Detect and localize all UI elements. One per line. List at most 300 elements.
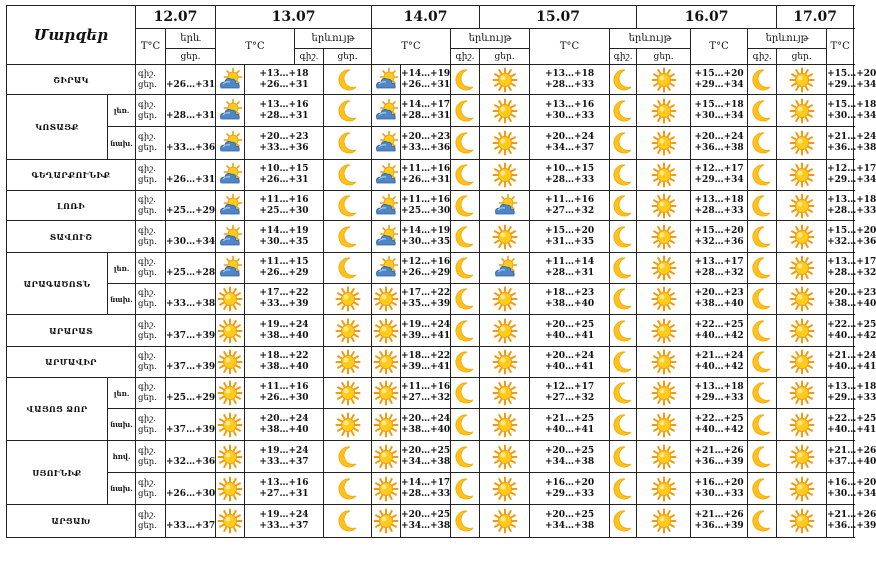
- weather-cell: [610, 347, 637, 378]
- moon-icon: [453, 287, 477, 311]
- temperature-range: [245, 95, 324, 127]
- night-temp: +11…+15: [259, 257, 309, 267]
- weather-cell: [216, 505, 245, 538]
- temperature-range: [401, 253, 451, 284]
- weather-cell: [480, 65, 530, 95]
- period-labels: [136, 284, 166, 315]
- sun-icon: [493, 68, 517, 92]
- cloud-sun-icon: [374, 163, 398, 187]
- region-row: [7, 127, 854, 160]
- moon-icon: [453, 225, 477, 249]
- day-temp: +26…+29: [259, 268, 309, 278]
- temperature-range: [691, 95, 748, 127]
- sun-icon: [493, 413, 517, 437]
- day-label: ցեր.: [138, 330, 157, 341]
- weather-cell: [216, 253, 245, 284]
- cloud-sun-icon: [374, 68, 398, 92]
- day-temp: +26…+30: [166, 488, 216, 499]
- weather-cell: [777, 95, 827, 127]
- weather-cell: [451, 253, 480, 284]
- day-temp: +40…+42: [694, 424, 744, 435]
- weather-cell: [372, 65, 401, 95]
- day-temp: +26…+31: [166, 175, 216, 185]
- day-temp: +26…+29: [401, 268, 451, 278]
- night-label: գիշ.: [138, 445, 156, 456]
- sun-icon: [652, 509, 676, 533]
- cloud-sun-icon: [218, 256, 242, 280]
- day-temp: +26…+31: [401, 79, 451, 90]
- temperature-range: [166, 95, 216, 127]
- night-temp: +20…+24: [544, 132, 595, 142]
- weather-col-header: երևույթ: [295, 29, 372, 49]
- temperature-range: [245, 221, 324, 253]
- day-temp: +36…+38: [694, 143, 744, 153]
- night-temp: +21…+26: [694, 445, 744, 456]
- moon-icon: [611, 131, 635, 155]
- temperature-range: [245, 409, 324, 441]
- weather-cell: [324, 378, 372, 409]
- day-temp: +37…+39: [166, 330, 216, 341]
- sub-region: լեռ.: [108, 253, 136, 284]
- weather-cell: [777, 221, 827, 253]
- period-labels: [136, 160, 166, 191]
- day-temp: +37…+39: [166, 362, 216, 372]
- sub-region: լեռ.: [108, 95, 136, 127]
- temperature-range: [827, 378, 876, 409]
- weather-cell: [748, 160, 777, 191]
- sun-icon: [790, 99, 814, 123]
- weather-cell: [324, 127, 372, 160]
- day-temp: +33…+37: [166, 521, 216, 531]
- temperature-range: [166, 191, 216, 221]
- temperature-range: [245, 378, 324, 409]
- weather-cell: [777, 409, 827, 441]
- region-row: [7, 347, 854, 378]
- weather-cell: [372, 284, 401, 315]
- night-temp: +20…+23: [827, 288, 876, 298]
- sun-icon: [790, 287, 814, 311]
- weather-cell: [748, 191, 777, 221]
- night-temp: +20…+25: [401, 445, 451, 456]
- day-temp: +36…+38: [827, 143, 876, 153]
- weather-cell: [637, 221, 691, 253]
- sun-icon: [790, 509, 814, 533]
- date-header: 14.07: [372, 6, 480, 29]
- temperature-range: [530, 253, 610, 284]
- weather-cell: [324, 505, 372, 538]
- temperature-range: [530, 95, 610, 127]
- temperature-range: [827, 315, 876, 347]
- temperature-range: [691, 409, 748, 441]
- sun-icon: [652, 68, 676, 92]
- night-temp: +14…+17: [401, 477, 451, 488]
- temperature-range: [691, 378, 748, 409]
- moon-icon: [453, 256, 477, 280]
- moon-icon: [611, 509, 635, 533]
- temperature-range: [401, 347, 451, 378]
- temperature-range: [401, 95, 451, 127]
- weather-cell: [777, 65, 827, 95]
- sun-icon: [652, 413, 676, 437]
- day-col-header: ցեր.: [777, 49, 827, 65]
- weather-col-header: երև: [166, 29, 216, 49]
- day-temp: +25…+29: [166, 205, 216, 216]
- day-temp: +28…+33: [827, 205, 876, 216]
- period-labels: [136, 505, 166, 538]
- weather-cell: [637, 95, 691, 127]
- weather-cell: [324, 315, 372, 347]
- day-temp: +38…+40: [259, 362, 309, 372]
- temperature-range: [245, 347, 324, 378]
- night-temp: +13…+17: [694, 257, 744, 267]
- day-label: ցեր.: [138, 205, 157, 216]
- region-row: [7, 409, 854, 441]
- weather-cell: [777, 253, 827, 284]
- moon-icon: [336, 509, 360, 533]
- sun-icon: [336, 287, 360, 311]
- period-labels: [136, 221, 166, 253]
- moon-icon: [453, 509, 477, 533]
- date-header: 15.07: [480, 6, 637, 29]
- moon-icon: [611, 413, 635, 437]
- day-label: ցեր.: [138, 299, 157, 309]
- temperature-range: [827, 441, 876, 473]
- temperature-range: [245, 65, 324, 95]
- weather-cell: [480, 221, 530, 253]
- region-row: [7, 441, 854, 473]
- moon-icon: [336, 163, 360, 187]
- day-temp: +28…+31: [544, 268, 595, 278]
- day-label: ցեր.: [138, 79, 157, 90]
- weather-cell: [451, 160, 480, 191]
- region-row: [7, 315, 854, 347]
- sun-icon: [336, 350, 360, 374]
- night-label: գիշ.: [138, 99, 156, 110]
- sun-icon: [218, 350, 242, 374]
- temperature-range: [401, 284, 451, 315]
- sun-icon: [790, 194, 814, 218]
- temp-col-header: T°C: [216, 29, 295, 65]
- day-temp: +25…+30: [259, 205, 309, 216]
- weather-cell: [748, 378, 777, 409]
- night-temp: +13…+18: [544, 68, 595, 79]
- day-temp: +28…+33: [544, 79, 595, 90]
- region-row: [7, 95, 854, 127]
- day-temp: +26…+31: [259, 175, 309, 185]
- night-temp: +20…+23: [694, 288, 744, 298]
- region-name: ՏԱՎՈՒՇ: [7, 221, 136, 253]
- sun-icon: [218, 319, 242, 343]
- period-labels: [136, 441, 166, 473]
- night-label: գիշ.: [138, 413, 156, 424]
- day-temp: +40…+42: [694, 362, 744, 372]
- day-temp: +30…+35: [259, 236, 309, 247]
- moon-icon: [750, 287, 774, 311]
- weather-cell: [777, 284, 827, 315]
- night-temp: +15…+20: [827, 225, 876, 236]
- night-col-header: գիշ.: [748, 49, 777, 65]
- day-temp: +33…+37: [259, 456, 309, 467]
- region-name: ԱՐԱԳԱԾՈՏՆ: [7, 253, 108, 315]
- day-label: ցեր.: [138, 110, 157, 121]
- period-labels: [136, 409, 166, 441]
- day-temp: +30…+34: [166, 236, 216, 247]
- night-temp: +11…+16: [259, 194, 309, 205]
- sun-icon: [374, 509, 398, 533]
- day-temp: +32…+36: [166, 456, 216, 467]
- weather-cell: [451, 65, 480, 95]
- night-temp: +13…+18: [259, 68, 309, 79]
- day-temp: +25…+30: [401, 205, 451, 216]
- temperature-range: [530, 284, 610, 315]
- night-temp: +13…+16: [259, 477, 309, 488]
- day-temp: +26…+30: [259, 393, 309, 403]
- day-temp: +34…+38: [544, 521, 595, 531]
- day-temp: +27…+32: [401, 393, 451, 403]
- day-temp: +29…+34: [694, 79, 744, 90]
- night-label: գիշ.: [138, 382, 156, 392]
- moon-icon: [453, 350, 477, 374]
- moon-icon: [611, 163, 635, 187]
- night-label: գիշ.: [138, 257, 156, 267]
- weather-cell: [480, 378, 530, 409]
- day-temp: +36…+39: [694, 456, 744, 467]
- moon-icon: [453, 477, 477, 501]
- date-header: 13.07: [216, 6, 372, 29]
- night-temp: [166, 132, 215, 143]
- night-temp: +15…+20: [544, 225, 595, 236]
- temperature-range: [827, 221, 876, 253]
- cloud-sun-icon: [218, 68, 242, 92]
- weather-cell: [480, 409, 530, 441]
- night-temp: +21…+25: [544, 413, 595, 424]
- day-temp: +34…+38: [401, 521, 451, 531]
- weather-cell: [480, 347, 530, 378]
- weather-cell: [451, 378, 480, 409]
- weather-cell: [451, 221, 480, 253]
- day-temp: +38…+40: [259, 424, 309, 435]
- sun-icon: [652, 131, 676, 155]
- weather-cell: [748, 315, 777, 347]
- weather-cell: [610, 284, 637, 315]
- night-temp: +13…+17: [827, 257, 876, 267]
- weather-cell: [748, 505, 777, 538]
- cloud-sun-icon: [493, 194, 517, 218]
- day-temp: +33…+39: [259, 299, 309, 309]
- temperature-range: [530, 315, 610, 347]
- weather-cell: [451, 95, 480, 127]
- night-temp: +13…+16: [544, 99, 595, 110]
- sun-icon: [652, 319, 676, 343]
- temperature-range: [245, 253, 324, 284]
- period-labels: [136, 127, 166, 160]
- weather-cell: [216, 284, 245, 315]
- weather-cell: [216, 95, 245, 127]
- moon-icon: [611, 225, 635, 249]
- moon-icon: [453, 445, 477, 469]
- day-temp: +29…+34: [694, 175, 744, 185]
- day-temp: +28…+31: [166, 110, 216, 121]
- day-label: ցեր.: [138, 393, 157, 403]
- region-row: [7, 160, 854, 191]
- temperature-range: [530, 347, 610, 378]
- sun-icon: [218, 445, 242, 469]
- temperature-range: [245, 315, 324, 347]
- weather-cell: [610, 505, 637, 538]
- temperature-range: [691, 315, 748, 347]
- sun-icon: [790, 445, 814, 469]
- night-label: գիշ.: [138, 510, 156, 520]
- sun-icon: [374, 319, 398, 343]
- weather-cell: [637, 253, 691, 284]
- day-temp: +29…+33: [827, 393, 876, 403]
- temperature-range: [530, 409, 610, 441]
- sun-icon: [652, 477, 676, 501]
- sub-region: նախ.: [108, 284, 136, 315]
- region-name: ՇԻՐԱԿ: [7, 65, 136, 95]
- weather-cell: [777, 315, 827, 347]
- moon-icon: [750, 225, 774, 249]
- night-label: գիշ.: [138, 164, 156, 174]
- sun-icon: [790, 413, 814, 437]
- night-col-header: գիշ.: [451, 49, 480, 65]
- sun-icon: [493, 225, 517, 249]
- temperature-range: [401, 409, 451, 441]
- weather-cell: [748, 253, 777, 284]
- weather-cell: [748, 473, 777, 505]
- moon-icon: [453, 413, 477, 437]
- temperature-range: [827, 473, 876, 505]
- region-name: ՍՅՈՒՆԻՔ: [7, 441, 108, 505]
- weather-cell: [777, 127, 827, 160]
- weather-cell: [610, 378, 637, 409]
- weather-cell: [216, 315, 245, 347]
- sub-region: հով.: [108, 441, 136, 473]
- moon-icon: [750, 256, 774, 280]
- day-temp: +27…+32: [544, 205, 595, 216]
- region-row: [7, 473, 854, 505]
- night-temp: +20…+23: [401, 132, 451, 142]
- night-temp: +13…+16: [259, 99, 309, 110]
- sun-icon: [790, 477, 814, 501]
- night-temp: [166, 446, 215, 457]
- day-temp: +40…+42: [694, 330, 744, 341]
- night-temp: +11…+16: [401, 164, 451, 174]
- weather-cell: [372, 191, 401, 221]
- sun-icon: [652, 287, 676, 311]
- day-temp: +29…+33: [544, 488, 595, 499]
- weather-cell: [748, 441, 777, 473]
- moon-icon: [453, 194, 477, 218]
- day-temp: +40…+42: [827, 330, 876, 341]
- moon-icon: [611, 68, 635, 92]
- night-temp: +20…+25: [401, 510, 451, 520]
- temperature-range: [827, 95, 876, 127]
- weather-cell: [451, 191, 480, 221]
- moon-icon: [453, 381, 477, 405]
- temperature-range: [691, 127, 748, 160]
- sun-icon: [493, 445, 517, 469]
- sun-icon: [374, 287, 398, 311]
- moon-icon: [336, 445, 360, 469]
- night-temp: +20…+23: [259, 132, 309, 142]
- weather-cell: [777, 505, 827, 538]
- weather-cell: [324, 95, 372, 127]
- moon-icon: [611, 445, 635, 469]
- weather-cell: [480, 253, 530, 284]
- day-temp: +27…+32: [544, 393, 595, 403]
- weather-cell: [610, 191, 637, 221]
- moon-icon: [611, 99, 635, 123]
- night-temp: +18…+22: [259, 351, 309, 361]
- temperature-range: [530, 505, 610, 538]
- sun-icon: [652, 163, 676, 187]
- day-temp: +38…+40: [259, 330, 309, 341]
- night-temp: +21…+24: [827, 351, 876, 361]
- weather-cell: [324, 65, 372, 95]
- temperature-range: [691, 191, 748, 221]
- cloud-sun-icon: [218, 225, 242, 249]
- sun-icon: [218, 477, 242, 501]
- day-temp: +33…+36: [259, 143, 309, 153]
- weather-col-header: երևույթ: [748, 29, 827, 49]
- moon-icon: [750, 131, 774, 155]
- night-temp: [166, 257, 215, 268]
- day-temp: +25…+28: [166, 268, 216, 278]
- moon-icon: [750, 99, 774, 123]
- sub-region: նախ.: [108, 409, 136, 441]
- night-temp: +16…+20: [694, 477, 744, 488]
- weather-cell: [216, 473, 245, 505]
- sun-icon: [374, 381, 398, 405]
- night-label: գիշ.: [138, 319, 156, 330]
- day-temp: +38…+40: [827, 299, 876, 309]
- day-temp: +30…+34: [827, 488, 876, 499]
- night-temp: +12…+16: [401, 257, 451, 267]
- weather-cell: [610, 127, 637, 160]
- sun-icon: [336, 381, 360, 405]
- sun-icon: [493, 163, 517, 187]
- temperature-range: [245, 441, 324, 473]
- temperature-range: [166, 284, 216, 315]
- moon-icon: [611, 350, 635, 374]
- weather-cell: [451, 315, 480, 347]
- temperature-range: [166, 473, 216, 505]
- sun-icon: [493, 131, 517, 155]
- temperature-range: [245, 505, 324, 538]
- night-label: գիշ.: [138, 288, 156, 298]
- temperature-range: [245, 160, 324, 191]
- night-temp: +19…+24: [401, 319, 451, 330]
- sun-icon: [652, 350, 676, 374]
- temperature-range: [166, 221, 216, 253]
- night-temp: +20…+25: [544, 510, 595, 520]
- moon-icon: [611, 287, 635, 311]
- weather-cell: [372, 505, 401, 538]
- day-temp: +30…+34: [694, 110, 744, 121]
- weather-cell: [372, 441, 401, 473]
- cloud-sun-icon: [374, 194, 398, 218]
- temperature-range: [166, 160, 216, 191]
- night-label: գիշ.: [138, 225, 156, 236]
- weather-cell: [216, 378, 245, 409]
- moon-icon: [336, 131, 360, 155]
- weather-cell: [637, 127, 691, 160]
- weather-cell: [451, 409, 480, 441]
- night-label: գիշ.: [138, 351, 156, 361]
- night-label: գիշ.: [138, 68, 156, 79]
- night-temp: +12…+17: [694, 164, 744, 174]
